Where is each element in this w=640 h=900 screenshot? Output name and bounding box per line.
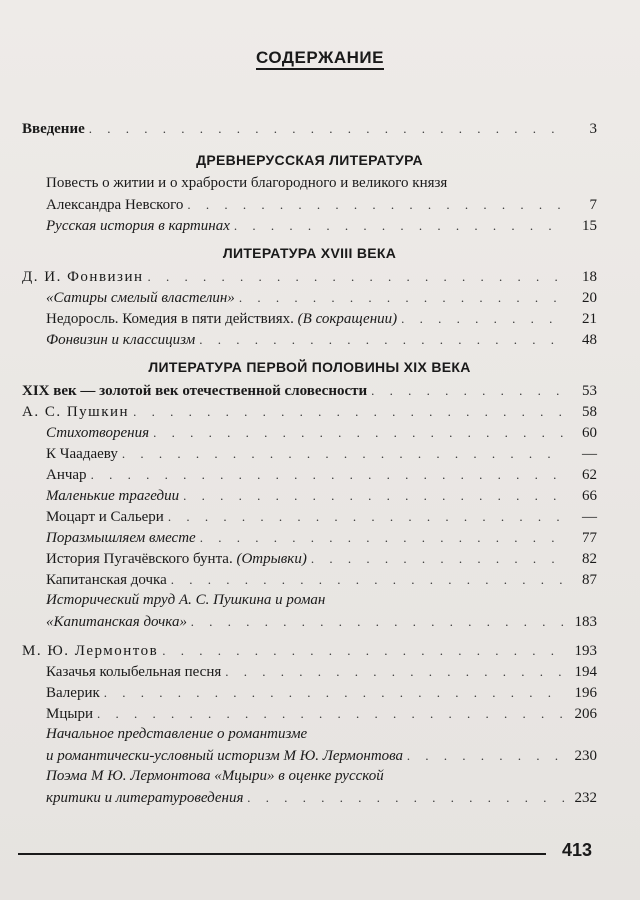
toc-page: 206	[574, 706, 597, 722]
toc-label-line: Александра Невского	[46, 197, 184, 213]
toc-page: 82	[582, 551, 597, 567]
toc-entry-mtsyri[interactable]	[22, 703, 597, 724]
table-of-contents	[22, 118, 597, 808]
toc-entry-nedorosl[interactable]	[22, 308, 597, 329]
toc-page: 20	[582, 290, 597, 306]
leader-dots	[225, 661, 565, 682]
leader-dots	[153, 422, 565, 443]
toc-label: Недоросль. Комедия в пяти действиях. (В сокращении)	[46, 311, 398, 327]
leader-dots	[162, 640, 565, 661]
toc-page: 60	[582, 425, 597, 441]
toc-page: 15	[582, 218, 597, 234]
leader-dots	[234, 215, 565, 236]
toc-entry-intro[interactable]	[22, 118, 597, 139]
toc-label: Введение	[22, 121, 85, 137]
toc-label: Русская история в картинах	[46, 218, 230, 234]
leader-dots	[199, 329, 565, 350]
toc-page: 183	[574, 614, 597, 630]
toc-label-line: Начальное представление о романтизме	[46, 726, 308, 742]
toc-label: А. С. Пушкин	[22, 404, 130, 420]
toc-page: 21	[582, 311, 597, 327]
toc-label-line: критики и литературоведения	[46, 790, 244, 806]
toc-page: 18	[582, 269, 597, 285]
toc-entry-anchar[interactable]	[22, 464, 597, 485]
toc-entry-russian-history[interactable]	[22, 215, 597, 236]
section-heading-xix: ЛИТЕРАТУРА ПЕРВОЙ ПОЛОВИНЫ XIX ВЕКА	[148, 359, 471, 375]
toc-label-line: Исторический труд А. С. Пушкина и роман	[46, 592, 326, 608]
leader-dots	[168, 506, 565, 527]
toc-label: Мцыри	[46, 706, 93, 722]
toc-label: История Пугачёвского бунта. (Отрывки)	[46, 551, 307, 567]
toc-label-line: «Капитанская дочка»	[46, 614, 187, 630]
toc-page: 58	[582, 404, 597, 420]
leader-dots	[407, 745, 565, 766]
toc-page: 48	[582, 332, 597, 348]
toc-label: Капитанская дочка	[46, 572, 167, 588]
toc-label-line: и романтически-условный историзм М Ю. Лермонтова	[46, 748, 404, 764]
toc-entry-romanticism[interactable]	[22, 724, 597, 766]
footer-rule	[18, 853, 546, 855]
leader-dots	[122, 443, 565, 464]
leader-dots	[97, 703, 565, 724]
leader-dots	[247, 787, 565, 808]
toc-page: 196	[574, 685, 597, 701]
leader-dots	[187, 194, 565, 215]
toc-label-line: Поэма М Ю. Лермонтова «Мцыри» в оценке русской	[46, 768, 384, 784]
section-heading-old-russian: ДРЕВНЕРУССКАЯ ЛИТЕРАТУРА	[196, 152, 423, 168]
toc-entry-historical-work[interactable]	[22, 590, 597, 632]
toc-label: Маленькие трагедии	[46, 488, 180, 504]
leader-dots	[239, 287, 565, 308]
toc-entry-poems[interactable]	[22, 422, 597, 443]
toc-entry-nevsky[interactable]	[22, 173, 597, 215]
toc-label: К Чаадаеву	[46, 446, 118, 462]
toc-label: М. Ю. Лермонтов	[22, 643, 159, 659]
leader-dots	[148, 266, 565, 287]
toc-label: Казачья колыбельная песня	[46, 664, 222, 680]
leader-dots	[401, 308, 565, 329]
leader-dots	[200, 527, 565, 548]
toc-page: —	[582, 446, 597, 462]
toc-page: 53	[582, 383, 597, 399]
toc-page: —	[582, 509, 597, 525]
page-title: СОДЕРЖАНИЕ	[0, 48, 640, 68]
toc-page: 230	[574, 748, 597, 764]
toc-label: XIX век — золотой век отечественной словесности	[22, 383, 368, 399]
toc-entry-mozart-salieri[interactable]	[22, 506, 597, 527]
leader-dots	[311, 548, 565, 569]
toc-entry-cossack-lullaby[interactable]	[22, 661, 597, 682]
toc-label: «Сатиры смелый властелин»	[46, 290, 235, 306]
toc-label: Валерик	[46, 685, 100, 701]
toc-entry-reflect-together[interactable]	[22, 527, 597, 548]
leader-dots	[89, 118, 565, 139]
toc-label: Фонвизин и классицизм	[46, 332, 196, 348]
toc-label: Моцарт и Сальери	[46, 509, 164, 525]
leader-dots	[91, 464, 565, 485]
toc-page: 66	[582, 488, 597, 504]
toc-entry-chaadaev[interactable]	[22, 443, 597, 464]
toc-entry-captains-daughter[interactable]	[22, 569, 597, 590]
toc-entry-author-lermontov[interactable]	[22, 640, 597, 661]
toc-entry-author-pushkin[interactable]	[22, 401, 597, 422]
toc-entry-pugachev[interactable]	[22, 548, 597, 569]
toc-page: 77	[582, 530, 597, 546]
toc-label-line: Повесть о житии и о храбрости благородного и великого князя	[46, 175, 448, 191]
toc-label: Д. И. Фонвизин	[22, 269, 144, 285]
leader-dots	[191, 611, 565, 632]
toc-entry-little-tragedies[interactable]	[22, 485, 597, 506]
toc-entry-satires[interactable]	[22, 287, 597, 308]
toc-entry-classicism[interactable]	[22, 329, 597, 350]
toc-page: 194	[574, 664, 597, 680]
leader-dots	[133, 401, 565, 422]
toc-entry-mtsyri-criticism[interactable]	[22, 766, 597, 808]
leader-dots	[104, 682, 565, 703]
leader-dots	[171, 569, 565, 590]
page-number: 413	[562, 840, 593, 860]
toc-page: 87	[582, 572, 597, 588]
toc-page: 3	[589, 121, 597, 137]
toc-entry-author-fonvizin[interactable]	[22, 266, 597, 287]
toc-page: 193	[574, 643, 597, 659]
toc-entry-valerik[interactable]	[22, 682, 597, 703]
toc-page: 232	[574, 790, 597, 806]
toc-label: Поразмышляем вместе	[46, 530, 196, 546]
toc-label: Анчар	[46, 467, 87, 483]
toc-entry-golden-age[interactable]	[22, 380, 597, 401]
toc-page: 7	[589, 197, 597, 213]
leader-dots	[183, 485, 565, 506]
toc-label: Стихотворения	[46, 425, 150, 441]
section-heading-xviii: ЛИТЕРАТУРА XVIII ВЕКА	[222, 245, 397, 261]
toc-page: 62	[582, 467, 597, 483]
leader-dots	[371, 380, 565, 401]
